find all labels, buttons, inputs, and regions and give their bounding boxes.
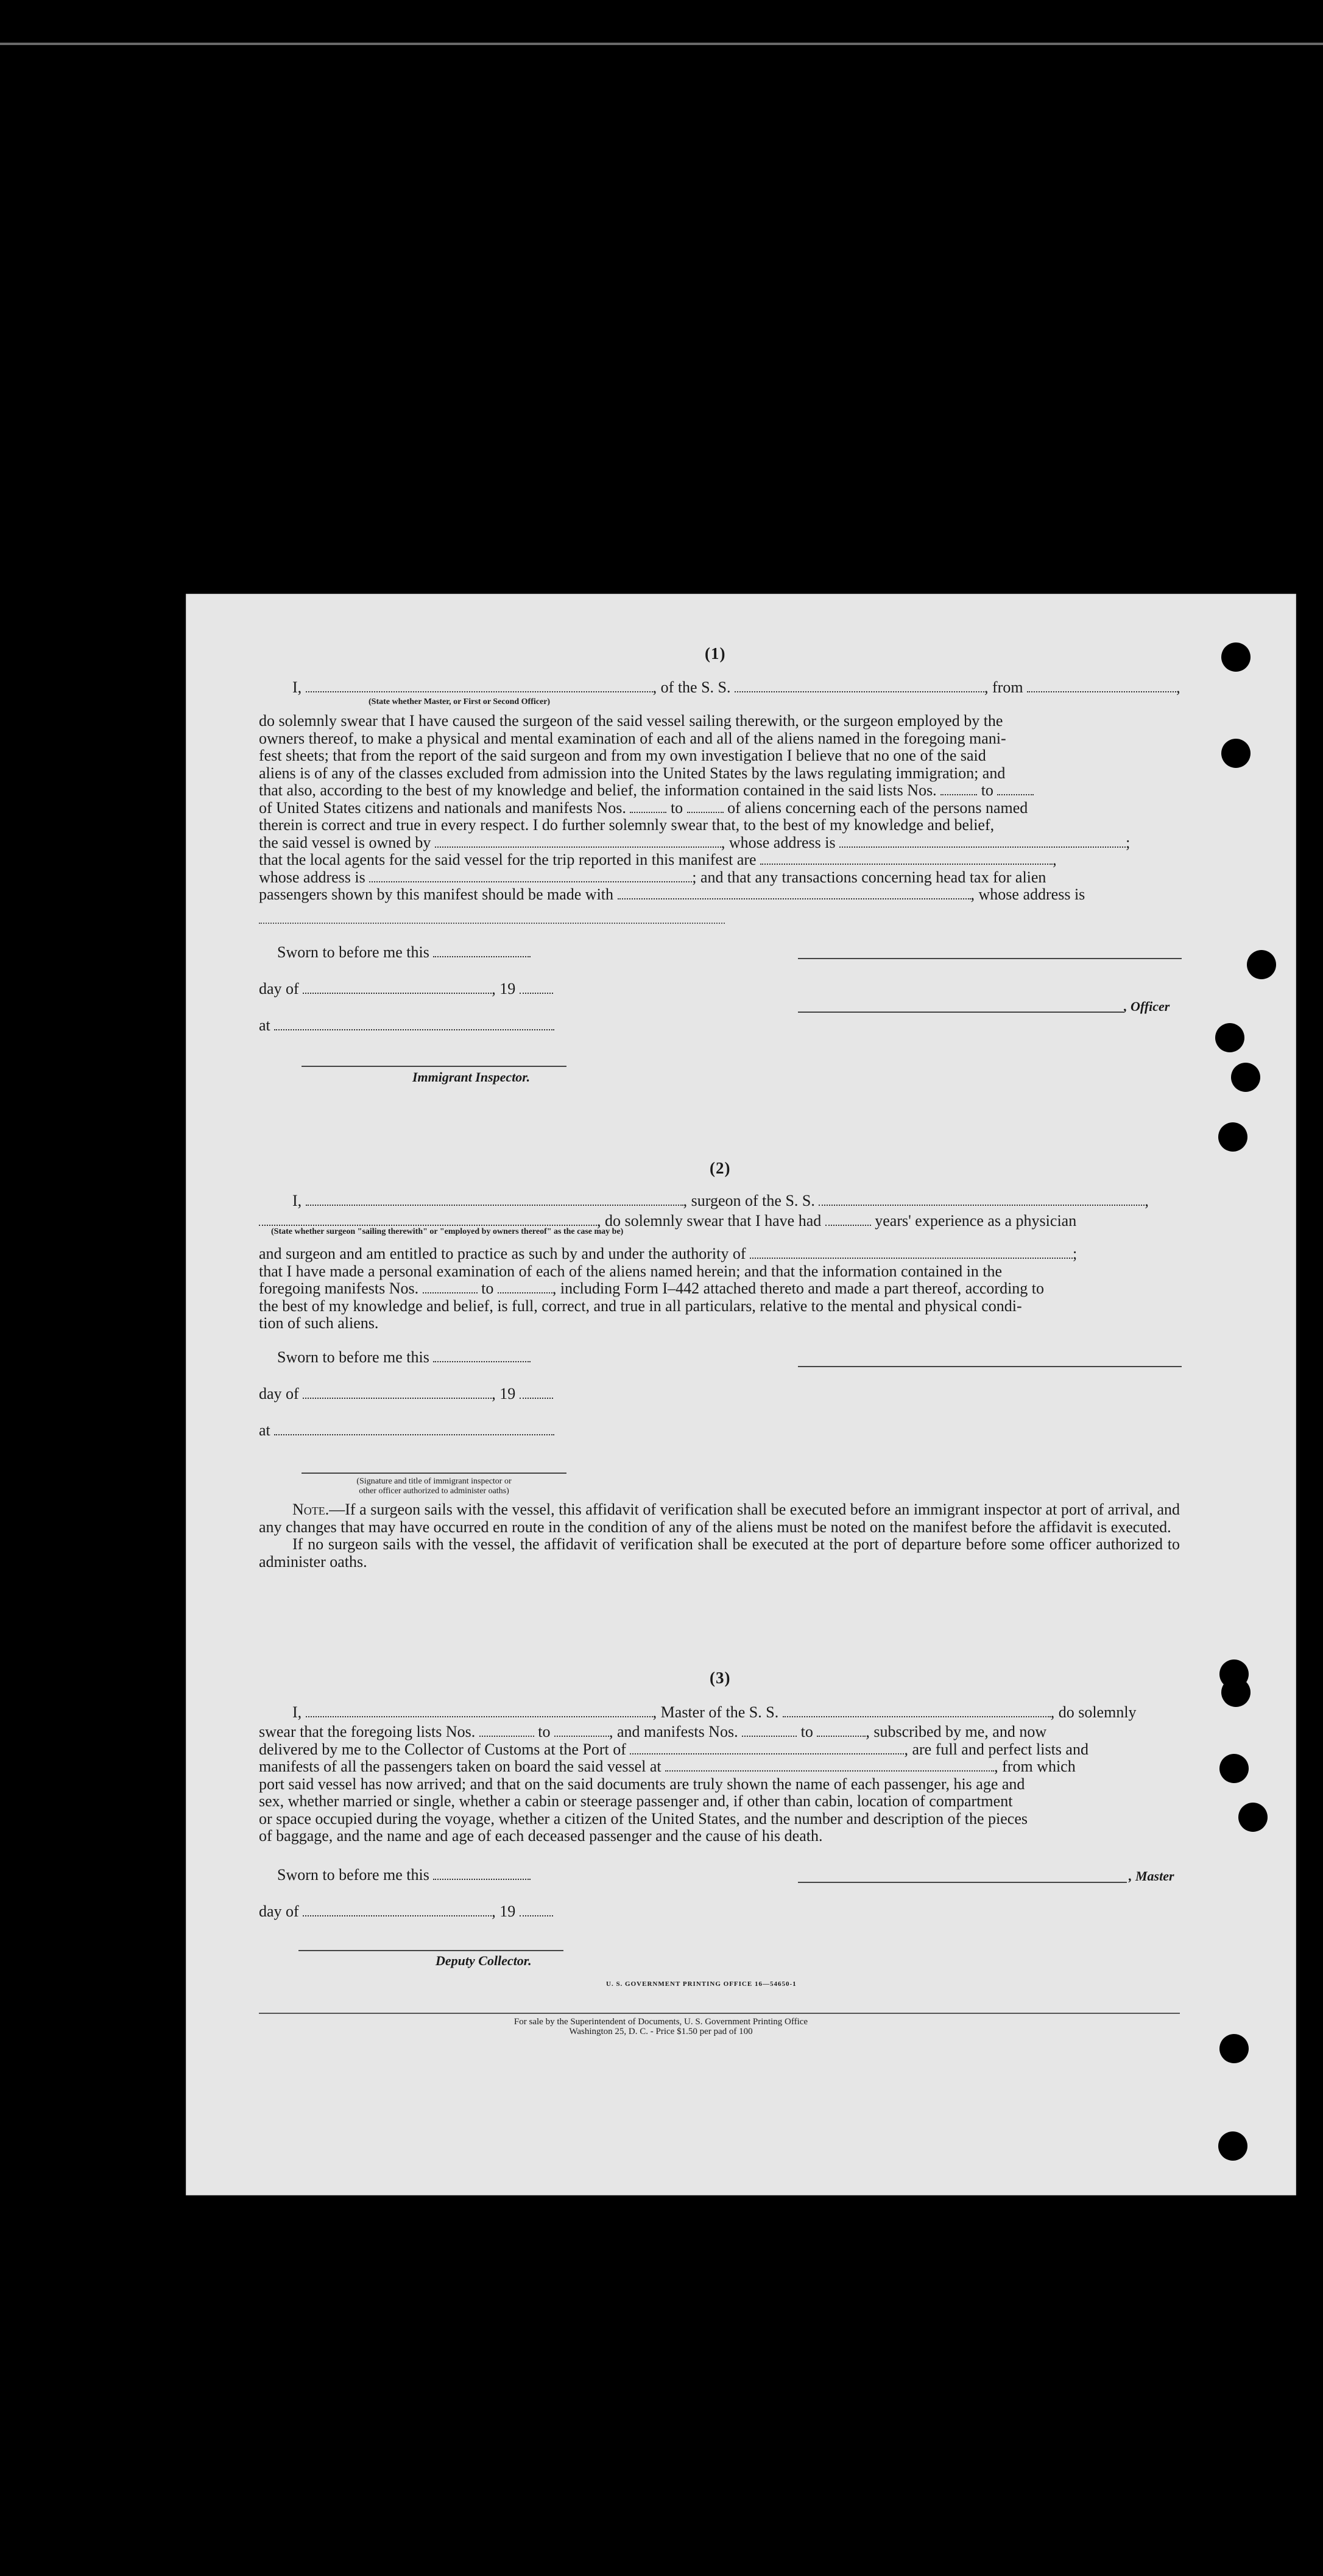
section-3-line-1: I, , Master of the S. S. , do solemnly <box>292 1703 1137 1721</box>
officer-label: , Officer <box>1124 999 1170 1014</box>
section-1-rank-note: (State whether Master, or First or Second Officer) <box>369 697 551 706</box>
section-3-oath-text: swear that the foregoing lists Nos. to , and manifests Nos. to , subscribed by me, and now delivered by me to the Collector of Customs at the Port of , are full and perfect lists and manifests of all the passengers taken on board the said vessel at , from which port said vessel has now arrived; and that on the said documents are truly shown the name of each passenger, his age and sex, whether married or single, whether a cabin or steerage passenger and, if other than cabin, location of compartment or space occupied during the voyage, whether a citizen of the United States, and the number and description of the pieces of baggage, and the name and age of each deceased passenger and the cause of his death. <box>259 1723 1088 1845</box>
footer-rule <box>259 2013 1180 2014</box>
officer-signature-line <box>798 1012 1124 1013</box>
section-3-heading: (3) <box>710 1669 731 1687</box>
sale-notice: For sale by the Superintendent of Documents, U. S. Government Printing Office Washington 25, D. C. - Price $1.50 per pad of 100 <box>513 2017 808 2036</box>
at-line-2: at <box>259 1422 554 1439</box>
printing-office-imprint: U. S. GOVERNMENT PRINTING OFFICE 16—54650-1 <box>606 1980 797 1988</box>
vessel-name-blank <box>735 680 984 692</box>
officer-rank-blank <box>306 680 653 692</box>
manifest-verification-page <box>186 594 1296 2195</box>
signature-note: (Signature and title of immigrant inspector or other officer authorized to administer oaths) <box>356 1477 512 1496</box>
punch-hole <box>1218 2131 1247 2161</box>
sworn-line-1: Sworn to before me this <box>277 944 531 961</box>
punch-hole <box>1247 950 1276 979</box>
authorized-officer-signature-line <box>302 1473 566 1474</box>
deputy-collector-label: Deputy Collector. <box>436 1953 532 1968</box>
punch-hole <box>1219 1754 1249 1783</box>
sworn-line-2: Sworn to before me this <box>277 1349 531 1366</box>
section-2-heading: (2) <box>710 1159 731 1177</box>
inspector-signature-line <box>302 1066 566 1067</box>
section-2-oath-text: and surgeon and am entitled to practice as such by and under the authority of ; that I have made a personal examination of each of the aliens named herein; and that the information contained in the foregoing manifests Nos. to , including Form I–442 attached thereto and made a part thereof, according to the best of my knowledge and belief, is full, correct, and true in all particulars, relative to the mental and physical condi- tion of such aliens. <box>259 1245 1078 1332</box>
collector-signature-line <box>298 1950 563 1951</box>
day-of-line-2: day of , 19 <box>259 1385 553 1402</box>
continuation-line <box>259 923 725 924</box>
section-1-line-1: I, , of the S. S. , from , <box>292 678 1180 696</box>
port-from-blank <box>1027 680 1176 692</box>
scanner-top-edge <box>0 43 1323 45</box>
note-paragraph: Note.—If a surgeon sails with the vessel, this affidavit of verification shall be executed before an immigrant inspector at port of arrival, and any changes that may have occurred en route in the condition of any of the aliens must be noted on the manifest before the affidavit is executed. If no surgeon sails with the vessel, the affidavit of verification shall be executed at the port of departure before some officer authorized to administer oaths. <box>259 1501 1180 1571</box>
punch-hole <box>1221 739 1251 768</box>
surgeon-signature-line <box>798 1366 1182 1367</box>
section-2-surgeon-note: (State whether surgeon "sailing therewith" or "employed by owners thereof" as the case may be) <box>271 1227 624 1236</box>
punch-hole <box>1215 1023 1244 1052</box>
punch-hole <box>1218 1122 1247 1152</box>
section-2-line-2: , do solemnly swear that I have had years' experience as a physician <box>259 1212 1076 1230</box>
master-label: , Master <box>1129 1868 1174 1884</box>
punch-hole <box>1219 2034 1249 2063</box>
at-line-1: at <box>259 1017 554 1034</box>
day-of-line-3: day of , 19 <box>259 1903 553 1920</box>
sworn-line-3: Sworn to before me this <box>277 1867 531 1884</box>
punch-hole <box>1221 642 1251 672</box>
section-1-oath-text: do solemnly swear that I have caused the surgeon of the said vessel sailing therewith, or the surgeon employed by the owners thereof, to make a physical and mental examination of each and all of the aliens named in the foregoing mani- fest sheets; that from the report of the said surgeon and from my own investigation I believe that no one of the said aliens is of any of the classes excluded from admission into the United States by the laws regulating immigration; and that also, according to the best of my knowledge and belief, the information contained in the said lists Nos. to of United States citizens and nationals and manifests Nos. to of aliens concerning each of the persons named therein is correct and true in every respect. I do further solemnly swear that, to the best of my knowledge and belief, the said vessel is owned by , whose address is ; that the local agents for the said vessel for the trip reported in this manifest are , whose address is ; and that any transactions concerning head tax for alien passengers shown by this manifest should be made with , whose address is <box>259 712 1131 903</box>
immigrant-inspector-label: Immigrant Inspector. <box>412 1069 531 1085</box>
master-signature-line <box>798 1882 1127 1883</box>
punch-hole <box>1221 1678 1251 1707</box>
punch-hole <box>1231 1063 1260 1092</box>
punch-hole <box>1238 1803 1268 1832</box>
section-2-line-1: I, , surgeon of the S. S. , <box>292 1192 1149 1209</box>
section-1-heading: (1) <box>705 644 726 663</box>
signature-line <box>798 958 1182 959</box>
day-of-line-1: day of , 19 <box>259 980 553 998</box>
